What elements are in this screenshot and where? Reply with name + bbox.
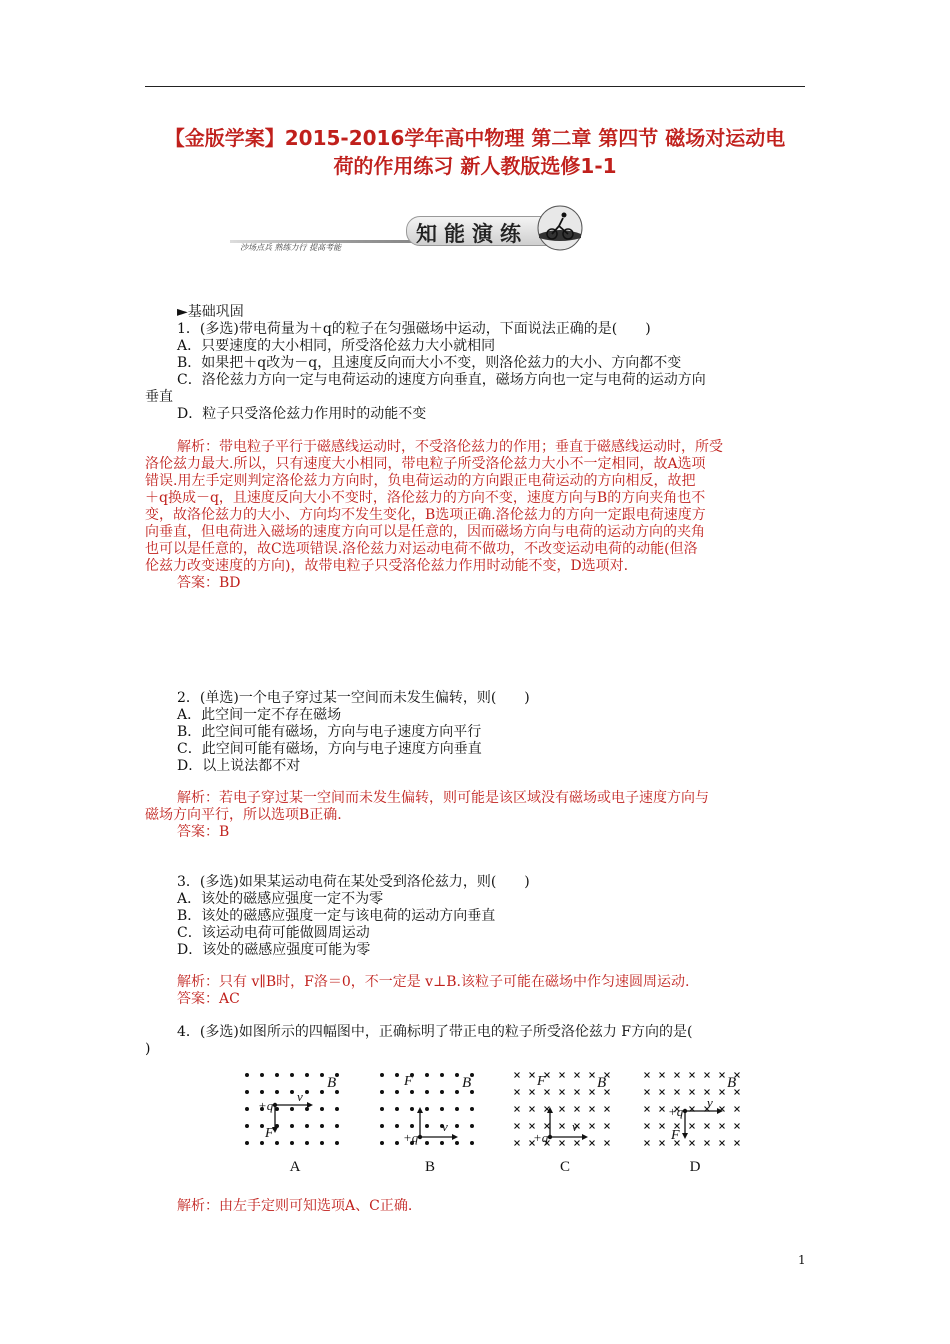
- field-dot: [455, 1124, 459, 1128]
- field-cross: [735, 1141, 740, 1146]
- field-cross: [515, 1090, 520, 1095]
- field-dot: [320, 1107, 324, 1111]
- force-label: F: [404, 1074, 413, 1089]
- field-cross: [560, 1107, 565, 1112]
- field-dot: [410, 1107, 414, 1111]
- field-dot: [380, 1073, 384, 1077]
- field-cross: [560, 1124, 565, 1129]
- field-cross: [530, 1073, 535, 1078]
- field-dot: [425, 1141, 429, 1145]
- field-cross: [515, 1124, 520, 1129]
- q1-analysis-line-5: 变，故洛伦兹力的大小、方向均不发生变化，B选项正确.洛伦兹力的方向一定跟电荷速度方: [145, 507, 706, 523]
- field-dot: [395, 1124, 399, 1128]
- field-label: B: [727, 1075, 737, 1091]
- field-dot: [275, 1141, 279, 1145]
- field-dot: [425, 1073, 429, 1077]
- field-cross: [515, 1141, 520, 1146]
- field-dot: [260, 1073, 264, 1077]
- q1-analysis-line-3: 错误.用左手定则判定洛伦兹力方向时，负电荷运动的方向跟正电荷运动的方向相反，故把: [145, 473, 696, 489]
- field-cross: [530, 1124, 535, 1129]
- field-cross: [660, 1090, 665, 1095]
- q2-option-c: C．此空间可能有磁场，方向与电子速度方向垂直: [177, 741, 482, 757]
- field-dot: [455, 1107, 459, 1111]
- field-cross: [690, 1090, 695, 1095]
- q2-option-a: A．此空间一定不存在磁场: [177, 707, 342, 723]
- q2-answer: 答案：B: [177, 824, 230, 840]
- velocity-label: v: [297, 1089, 303, 1104]
- field-cross: [575, 1107, 580, 1112]
- field-dot: [395, 1107, 399, 1111]
- q4-analysis-label: 解析：: [177, 1198, 219, 1214]
- field-dot: [275, 1090, 279, 1094]
- field-cross: [660, 1073, 665, 1078]
- field-dot: [380, 1090, 384, 1094]
- field-dot: [440, 1141, 444, 1145]
- field-cross: [590, 1073, 595, 1078]
- field-panel-b: [380, 1073, 474, 1175]
- field-dot: [305, 1090, 309, 1094]
- q1-option-c: C．洛伦兹力方向一定与电荷运动的速度方向垂直，磁场方向也一定与电荷的运动方向: [177, 372, 706, 388]
- velocity-label: v: [572, 1119, 578, 1134]
- field-dot: [380, 1107, 384, 1111]
- field-cross: [545, 1124, 550, 1129]
- force-label: F: [265, 1126, 274, 1141]
- q3-analysis-label: 解析：: [177, 974, 219, 990]
- field-label: B: [597, 1075, 607, 1091]
- q3-stem: 3．(多选)如果某运动电荷在某处受到洛伦兹力，则( ): [177, 874, 530, 890]
- field-dot: [260, 1090, 264, 1094]
- field-dot: [290, 1073, 294, 1077]
- field-cross: [560, 1073, 565, 1078]
- velocity-arrowhead: [582, 1134, 588, 1140]
- q1-answer: 答案：BD: [177, 575, 241, 591]
- field-cross: [645, 1107, 650, 1112]
- field-dot: [470, 1124, 474, 1128]
- field-dot: [395, 1073, 399, 1077]
- top-rule: [145, 86, 805, 87]
- q4-figure: [235, 1065, 755, 1175]
- q2-option-b: B．此空间可能有磁场，方向与电子速度方向平行: [177, 724, 482, 740]
- field-dot: [335, 1107, 339, 1111]
- field-dot: [470, 1107, 474, 1111]
- force-label: F: [671, 1128, 680, 1143]
- field-dot: [425, 1090, 429, 1094]
- field-cross: [720, 1141, 725, 1146]
- field-panel-c: [515, 1073, 610, 1176]
- q1-analysis-line-7: 也可以是任意的，故C选项错误.洛伦兹力对运动电荷不做功，不改变运动电荷的动能(但洛: [145, 541, 698, 557]
- banner-slogan: 沙场点兵 熟练力行 提高考能: [240, 243, 342, 252]
- q3-option-c: C．该运动电荷可能做圆周运动: [177, 925, 370, 941]
- velocity-arrowhead: [452, 1134, 458, 1140]
- field-cross: [675, 1090, 680, 1095]
- field-cross: [705, 1073, 710, 1078]
- field-dot: [245, 1073, 249, 1077]
- field-dot: [440, 1073, 444, 1077]
- q2-analysis-line-1: 解析：若电子穿过某一空间而未发生偏转，则可能是该区域没有磁场或电子速度方向与: [177, 790, 709, 806]
- field-cross: [660, 1107, 665, 1112]
- panel-label: D: [689, 1159, 701, 1175]
- field-dot: [320, 1090, 324, 1094]
- field-dot: [245, 1124, 249, 1128]
- field-label: B: [327, 1075, 337, 1091]
- charge-label: +q: [668, 1104, 684, 1119]
- field-cross: [575, 1141, 580, 1146]
- velocity-label: v: [707, 1095, 713, 1110]
- page-title: [140, 124, 810, 180]
- force-arrowhead: [682, 1133, 688, 1139]
- q1-analysis-line-4: ＋q换成－q，且速度反向大小不变时，洛伦兹力的方向不变，速度方向与B的方向夹角也不: [145, 490, 706, 506]
- section-banner: [230, 202, 590, 254]
- field-cross: [720, 1124, 725, 1129]
- q1-analysis-line-2: 洛伦兹力最大.所以，只有速度大小相同，带电粒子所受洛伦兹力大小不一定相同，故A选项: [145, 456, 706, 472]
- field-dot: [260, 1141, 264, 1145]
- field-dot: [395, 1090, 399, 1094]
- field-panel-a: [245, 1073, 339, 1175]
- q1-analysis-line-8: 伦兹力改变速度的方向)，故带电粒子只受洛伦兹力作用时动能不变，D选项对.: [145, 558, 629, 574]
- charge-label: +q: [533, 1130, 549, 1145]
- field-dot: [410, 1124, 414, 1128]
- field-cross: [515, 1073, 520, 1078]
- field-dot: [410, 1090, 414, 1094]
- field-dot: [470, 1141, 474, 1145]
- panel-label: B: [424, 1159, 436, 1175]
- field-cross: [645, 1124, 650, 1129]
- field-dot: [290, 1090, 294, 1094]
- q1-option-d: D．粒子只受洛伦兹力作用时的动能不变: [177, 406, 427, 422]
- section-label: ►基础巩固: [177, 304, 244, 320]
- field-cross: [660, 1124, 665, 1129]
- q4-stem-line-2: ): [145, 1041, 151, 1057]
- field-dot: [320, 1141, 324, 1145]
- field-cross: [645, 1073, 650, 1078]
- field-cross: [530, 1090, 535, 1095]
- force-label: F: [537, 1074, 546, 1089]
- field-dot: [335, 1124, 339, 1128]
- q1-analysis-line-6: 向垂直，但电荷进入磁场的速度方向可以是任意的，因而磁场方向与电荷的运动方向的夹角: [145, 524, 705, 540]
- field-cross: [690, 1124, 695, 1129]
- q1-analysis-label: 解析：: [177, 439, 219, 455]
- q4-analysis: 解析：由左手定则可知选项A、C正确.: [177, 1198, 413, 1214]
- q3-option-b: B．该处的磁感应强度一定与该电荷的运动方向垂直: [177, 908, 496, 924]
- field-dot: [455, 1090, 459, 1094]
- field-cross: [545, 1090, 550, 1095]
- field-cross: [515, 1107, 520, 1112]
- field-cross: [530, 1107, 535, 1112]
- q3-analysis: 解析：只有 v∥B时，F洛＝0，不一定是 v⊥B.该粒子可能在磁场中作匀速圆周运动.: [177, 974, 690, 990]
- q1-option-a: A．只要速度的大小相同，所受洛伦兹力大小就相同: [177, 338, 496, 354]
- field-dot: [245, 1090, 249, 1094]
- panel-label: A: [289, 1159, 301, 1175]
- field-cross: [590, 1124, 595, 1129]
- field-dot: [305, 1073, 309, 1077]
- field-cross: [690, 1141, 695, 1146]
- q3-option-d: D．该处的磁感应强度可能为零: [177, 942, 371, 958]
- field-dot: [290, 1107, 294, 1111]
- field-cross: [705, 1141, 710, 1146]
- q1-stem: 1．(多选)带电荷量为＋q的粒子在匀强磁场中运动，下面说法正确的是( ): [177, 321, 651, 337]
- field-cross: [590, 1141, 595, 1146]
- charge-label: +q: [258, 1098, 274, 1113]
- field-dot: [335, 1141, 339, 1145]
- q1-option-b: B．如果把＋q改为－q，且速度反向而大小不变，则洛伦兹力的大小、方向都不变: [177, 355, 682, 371]
- field-cross: [575, 1073, 580, 1078]
- q2-option-d: D．以上说法都不对: [177, 758, 301, 774]
- field-dot: [395, 1141, 399, 1145]
- velocity-arrowhead: [307, 1102, 313, 1108]
- q1-option-c-cont: 垂直: [145, 389, 173, 405]
- field-dot: [425, 1107, 429, 1111]
- q3-answer: 答案：AC: [177, 991, 240, 1007]
- field-dot: [290, 1141, 294, 1145]
- field-cross: [560, 1141, 565, 1146]
- field-panel-d: [645, 1073, 740, 1176]
- field-cross: [720, 1073, 725, 1078]
- q3-option-a: A．该处的磁感应强度一定不为零: [177, 891, 384, 907]
- page-number: 1: [798, 1253, 806, 1267]
- field-dot: [440, 1107, 444, 1111]
- field-dot: [245, 1141, 249, 1145]
- field-dot: [440, 1090, 444, 1094]
- field-cross: [690, 1073, 695, 1078]
- field-cross: [660, 1141, 665, 1146]
- title-line-1: 【金版学案】2015-2016学年高中物理 第二章 第四节 磁场对运动电: [164, 126, 786, 150]
- field-dot: [320, 1073, 324, 1077]
- field-dot: [425, 1124, 429, 1128]
- field-dot: [260, 1124, 264, 1128]
- field-cross: [605, 1107, 610, 1112]
- cyclist-icon: [535, 204, 585, 252]
- field-cross: [675, 1073, 680, 1078]
- field-dot: [245, 1107, 249, 1111]
- field-cross: [735, 1124, 740, 1129]
- field-dot: [290, 1124, 294, 1128]
- velocity-label: v: [442, 1119, 448, 1134]
- field-cross: [735, 1107, 740, 1112]
- force-arrowhead: [417, 1107, 423, 1113]
- field-dot: [305, 1124, 309, 1128]
- field-label: B: [462, 1075, 472, 1091]
- field-cross: [645, 1141, 650, 1146]
- title-line-2: 荷的作用练习 新人教版选修1-1: [333, 154, 617, 178]
- q2-analysis-label: 解析：: [177, 790, 219, 806]
- field-dot: [275, 1073, 279, 1077]
- field-dot: [380, 1141, 384, 1145]
- field-cross: [720, 1090, 725, 1095]
- field-dot: [320, 1124, 324, 1128]
- q2-stem: 2．(单选)一个电子穿过某一空间而未发生偏转，则( ): [177, 690, 530, 706]
- charge-label: +q: [403, 1130, 419, 1145]
- field-cross: [575, 1090, 580, 1095]
- field-cross: [590, 1107, 595, 1112]
- panel-label: C: [559, 1159, 571, 1175]
- field-dot: [455, 1141, 459, 1145]
- field-cross: [645, 1090, 650, 1095]
- field-dot: [380, 1124, 384, 1128]
- q2-analysis-line-2: 磁场方向平行，所以选项B正确.: [145, 807, 342, 823]
- field-cross: [560, 1090, 565, 1095]
- field-cross: [590, 1090, 595, 1095]
- field-dot: [305, 1141, 309, 1145]
- q4-stem-line-1: 4．(多选)如图所示的四幅图中，正确标明了带正电的粒子所受洛伦兹力 F方向的是(: [177, 1024, 693, 1040]
- field-cross: [605, 1124, 610, 1129]
- field-dot: [455, 1073, 459, 1077]
- field-cross: [605, 1141, 610, 1146]
- field-cross: [705, 1124, 710, 1129]
- banner-title: 知能演练: [416, 222, 528, 246]
- field-cross: [705, 1090, 710, 1095]
- q1-analysis-line-1: 解析：带电粒子平行于磁感线运动时，不受洛伦兹力的作用；垂直于磁感线运动时，所受: [177, 439, 723, 455]
